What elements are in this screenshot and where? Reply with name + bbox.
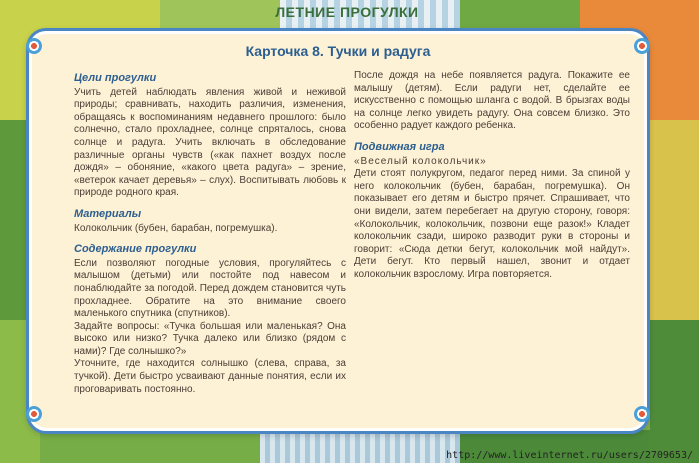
content-paragraph: Если позволяют погодные условия, прогуляйтесь с малышом (детьми) или постойте под навесом и понаблюдайте за погодой. Перед дождем становится чуть прохладнее. Обратите на это внимание своего маленького спутника (спутников). bbox=[74, 257, 346, 320]
left-column bbox=[74, 72, 346, 396]
right-column bbox=[354, 70, 630, 282]
content-heading: Содержание прогулки bbox=[74, 243, 197, 256]
activity-card bbox=[32, 34, 644, 428]
source-watermark: http://www.liveinternet.ru/users/2709653/ bbox=[446, 450, 693, 461]
page-title: ЛЕТНИЕ ПРОГУЛКИ bbox=[275, 4, 419, 20]
flower-icon bbox=[634, 406, 650, 422]
content-paragraph: Задайте вопросы: «Тучка большая или маленькая? Она высоко или низко? Тучка далеко или близко (рядом с нами)? Где солнышко?» bbox=[74, 320, 346, 357]
card-title: Карточка 8. Тучки и радуга bbox=[245, 43, 431, 59]
game-heading: Подвижная игра bbox=[354, 140, 445, 153]
materials-text: Колокольчик (бубен, барабан, погремушка). bbox=[74, 222, 278, 234]
game-name: «Веселый колокольчик» bbox=[354, 155, 487, 167]
materials-heading: Материалы bbox=[74, 207, 142, 220]
game-text: Дети стоят полукругом, педагог перед ними. За спиной у него колокольчик (бубен, барабан, погремушка). Он показывает его детям и быстро прячет. Спрашивает, что они видели, затем перебегает на другую сторону, говоря: «Колокольчик, колокольчик, позвони еще разок!» Кладет колокольчик сзади, широко разводит руки в стороны и говорит: «Сюда детки бегут, колокольчик мой найдут». Дети бегут. Кто первый нашел, звонит и отдает колокольчик взрослому. Игра повторяется. bbox=[354, 168, 630, 280]
rainbow-paragraph: После дождя на небе появляется радуга. Покажите ее малышу (детям). Если радуги нет, сделайте ее искусственно с помощью шланга с водой. В брызгах воды на солнце легко увидеть радугу. Она совсем близко. Это особенно радует каждого ребенка. bbox=[354, 70, 630, 132]
content-paragraph: Уточните, где находится солнышко (слева, справа, за тучкой). Дети быстро усваивают данные понятия, если их проговаривать постоянно. bbox=[74, 358, 346, 395]
goals-text: Учить детей наблюдать явления живой и неживой природы; сравнивать, находить различия, изменения, обращаясь к воспоминаниям недавнего прошлого: было солнечно, стало прохладнее, солнце спряталось, снова солнце и радуга. Учить включать в обследование различные органы чувств («как пахнет воздух после дождя» – обоняние, «какого цвета радуга» – зрение, «ветерок качает деревья» – слух). Воспитывать любовь к природе родного края. bbox=[74, 86, 346, 199]
flower-icon bbox=[26, 406, 42, 422]
goals-heading: Цели прогулки bbox=[74, 72, 157, 84]
page-header bbox=[0, 0, 699, 30]
